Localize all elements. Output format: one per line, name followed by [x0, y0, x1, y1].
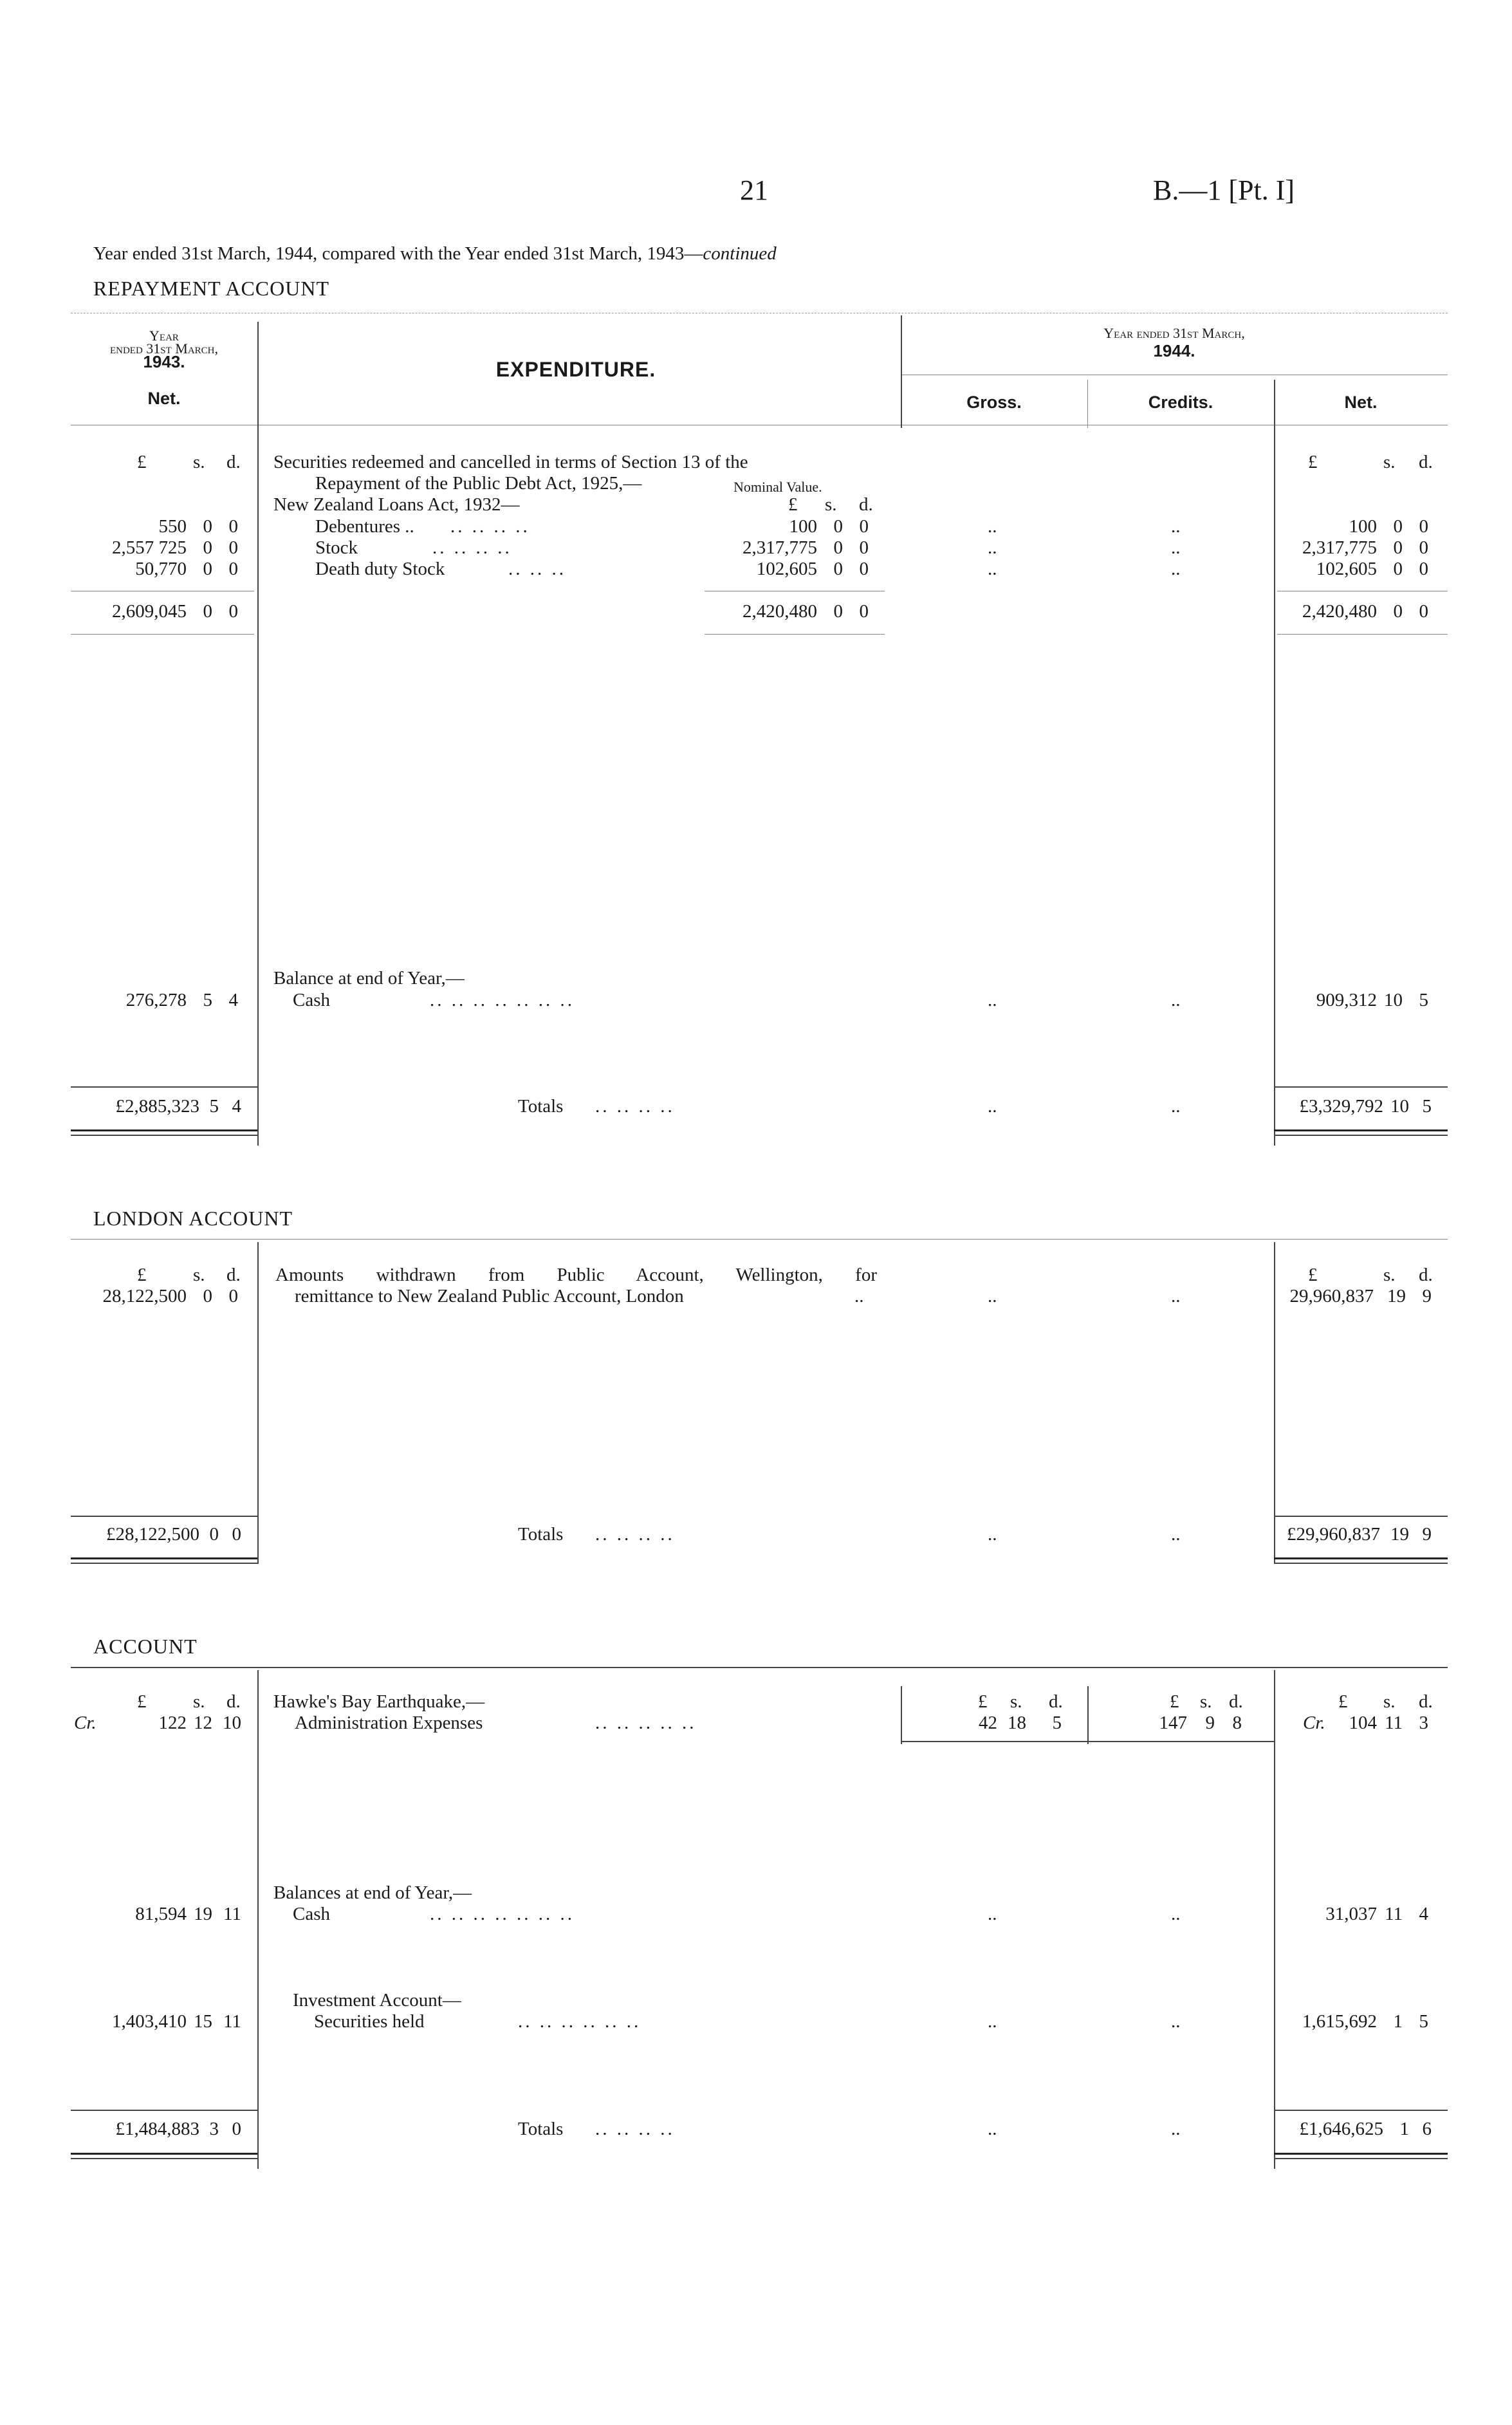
prev-pence: 4 — [228, 990, 238, 1010]
balance-label: Balance at end of Year,— — [273, 968, 465, 989]
column-rule — [901, 315, 902, 428]
nominal-shillings: 0 — [833, 601, 843, 622]
credits-value: .. — [1171, 2011, 1181, 2032]
unit-pounds: £ — [1338, 1691, 1348, 1712]
year-1943-header-line1: Year — [149, 328, 179, 344]
unit-pounds: £ — [1308, 1265, 1318, 1285]
prev-pounds: 50,770 — [135, 559, 187, 579]
section-top-rule — [71, 1667, 1448, 1668]
year-1943-header-line3: 1943. — [143, 352, 185, 371]
unit-shillings: s. — [193, 1691, 205, 1712]
unit-shillings: s. — [1383, 1265, 1396, 1285]
net-pence: 3 — [1419, 1713, 1428, 1733]
page-number: 21 — [740, 174, 768, 206]
net-pence: 4 — [1419, 1904, 1428, 1924]
administration-expenses-label: Administration Expenses — [295, 1713, 483, 1733]
gross-value: .. — [988, 2011, 997, 2032]
net-pounds: £29,960,837 — [1287, 1524, 1380, 1545]
hawkes-bay-label: Hawke's Bay Earthquake,— — [273, 1691, 485, 1712]
nominal-pounds: 102,605 — [756, 559, 817, 579]
net-pence: 6 — [1422, 2119, 1432, 2139]
net-shillings: 10 — [1390, 1096, 1409, 1117]
subtotal-rule — [901, 1741, 1274, 1742]
gross-shillings: 18 — [1008, 1713, 1026, 1733]
credits-value: .. — [1171, 537, 1181, 558]
credits-header: Credits. — [1148, 393, 1213, 412]
cash-label: Cash — [293, 1904, 330, 1924]
securities-description-line1: Securities redeemed and cancelled in terms of Section 13 of the — [273, 452, 748, 472]
london-description-leader: .. — [854, 1286, 864, 1306]
net-shillings: 1 — [1399, 2119, 1409, 2139]
credits-value: .. — [1171, 559, 1181, 579]
credits-value: .. — [1171, 990, 1181, 1010]
nominal-shillings: 0 — [833, 559, 843, 579]
net-pounds: 909,312 — [1316, 990, 1377, 1010]
prev-pounds: 276,278 — [125, 990, 187, 1010]
unit-pence: d. — [1419, 1265, 1433, 1285]
unit-shillings: s. — [1010, 1691, 1022, 1712]
cash-label: Cash — [293, 990, 330, 1010]
net-pence: 9 — [1422, 1286, 1432, 1306]
prev-pence: 4 — [232, 1096, 241, 1117]
net-pounds: 2,420,480 — [1302, 601, 1377, 622]
totals-leader: .. .. .. .. — [595, 1096, 675, 1117]
prev-pence: 11 — [223, 1904, 241, 1924]
investment-account-label: Investment Account— — [293, 1990, 461, 2011]
net-shillings: 10 — [1384, 990, 1403, 1010]
prev-shillings: 0 — [203, 601, 212, 622]
prev-credit-prefix: Cr. — [74, 1713, 97, 1733]
unit-pence: d. — [1049, 1691, 1063, 1712]
net-pounds: 1,615,692 — [1302, 2011, 1377, 2032]
prev-pence: 0 — [228, 559, 238, 579]
gross-pounds: 42 — [979, 1713, 997, 1733]
column-rule — [901, 1686, 902, 1744]
totals-leader: .. .. .. .. — [595, 2119, 675, 2139]
credits-value: .. — [1171, 2119, 1181, 2139]
subtotal-rule — [1277, 634, 1448, 635]
unit-pence: d. — [1229, 1691, 1243, 1712]
subtotal-rule — [71, 634, 254, 635]
totals-double-rule — [1274, 2153, 1448, 2159]
gross-value: .. — [988, 1096, 997, 1117]
prev-pence: 11 — [223, 2011, 241, 2032]
prev-pounds: 122 — [158, 1713, 187, 1733]
net-1943-header: Net. — [147, 389, 181, 408]
net-pounds: 104 — [1349, 1713, 1377, 1733]
nominal-pounds: 100 — [789, 516, 817, 537]
row-leader: .. .. .. .. — [450, 516, 530, 537]
prev-shillings: 5 — [209, 1096, 219, 1117]
unit-pounds: £ — [137, 1691, 147, 1712]
net-pence: 0 — [1419, 559, 1428, 579]
net-pounds: £3,329,792 — [1299, 1096, 1383, 1117]
net-shillings: 11 — [1385, 1713, 1403, 1733]
unit-pounds: £ — [137, 1265, 147, 1285]
london-account-title: LONDON ACCOUNT — [93, 1207, 293, 1230]
prev-pence: 0 — [232, 2119, 241, 2139]
account-title: ACCOUNT — [93, 1635, 198, 1658]
credits-value: .. — [1171, 1286, 1181, 1306]
unit-pence: d. — [226, 452, 241, 472]
nominal-unit-pounds: £ — [788, 494, 798, 515]
prev-pounds: £28,122,500 — [106, 1524, 199, 1545]
page-subtitle — [93, 243, 777, 265]
prev-shillings: 0 — [203, 1286, 212, 1306]
prev-pounds: 1,403,410 — [112, 2011, 187, 2032]
prev-pounds: 550 — [158, 516, 187, 537]
nominal-pence: 0 — [859, 537, 869, 558]
net-shillings: 1 — [1393, 2011, 1403, 2032]
unit-pounds: £ — [137, 452, 147, 472]
net-shillings: 0 — [1393, 516, 1403, 537]
prev-pence: 0 — [228, 1286, 238, 1306]
net-pounds: 31,037 — [1325, 1904, 1377, 1924]
nominal-pounds: 2,420,480 — [742, 601, 817, 622]
subtitle-main: Year ended 31st March, 1944, compared with the Year ended 31st March, 1943— — [93, 243, 703, 264]
prev-shillings: 0 — [209, 1524, 219, 1545]
unit-pence: d. — [1419, 452, 1433, 472]
gross-value: .. — [988, 537, 997, 558]
totals-leader: .. .. .. .. — [595, 1524, 675, 1545]
net-shillings: 0 — [1393, 537, 1403, 558]
expenditure-header: EXPENDITURE. — [495, 358, 656, 381]
net-pence: 0 — [1419, 537, 1428, 558]
prev-shillings: 19 — [194, 1904, 212, 1924]
unit-pence: d. — [226, 1691, 241, 1712]
gross-value: .. — [988, 1524, 997, 1545]
prev-pence: 0 — [228, 601, 238, 622]
london-description-line2: remittance to New Zealand Public Account, London — [295, 1286, 684, 1306]
net-pence: 5 — [1419, 990, 1428, 1010]
credits-value: .. — [1171, 516, 1181, 537]
gross-value: .. — [988, 1286, 997, 1306]
credits-pence: 8 — [1232, 1713, 1242, 1733]
column-rule — [257, 1670, 259, 2169]
credits-value: .. — [1171, 1904, 1181, 1924]
column-rule — [257, 322, 259, 1146]
unit-shillings: s. — [193, 452, 205, 472]
year-1944-header-year: 1944. — [1153, 341, 1195, 360]
credits-pounds: 147 — [1159, 1713, 1187, 1733]
prev-shillings: 3 — [209, 2119, 219, 2139]
securities-leader: .. .. .. .. .. .. — [518, 2011, 641, 2032]
net-pence: 0 — [1419, 601, 1428, 622]
prev-pence: 10 — [223, 1713, 241, 1733]
unit-shillings: s. — [1200, 1691, 1212, 1712]
unit-pence: d. — [226, 1265, 241, 1285]
nominal-unit-shillings: s. — [825, 494, 837, 515]
gross-value: .. — [988, 516, 997, 537]
prev-shillings: 12 — [194, 1713, 212, 1733]
net-shillings: 0 — [1393, 559, 1403, 579]
nominal-pounds: 2,317,775 — [742, 537, 817, 558]
prev-pounds: 2,609,045 — [112, 601, 187, 622]
totals-rule — [1274, 2110, 1448, 2111]
prev-pence: 0 — [228, 516, 238, 537]
totals-rule — [71, 2110, 257, 2111]
securities-description-line3: New Zealand Loans Act, 1932— — [273, 494, 520, 515]
gross-value: .. — [988, 2119, 997, 2139]
column-rule — [1087, 1686, 1089, 1744]
gross-pence: 5 — [1052, 1713, 1062, 1733]
unit-shillings: s. — [193, 1265, 205, 1285]
totals-double-rule — [71, 1129, 257, 1136]
nominal-value-header: Nominal Value. — [733, 479, 822, 495]
nominal-shillings: 0 — [833, 537, 843, 558]
unit-shillings: s. — [1383, 452, 1396, 472]
prev-shillings: 0 — [203, 516, 212, 537]
totals-rule — [71, 1086, 257, 1088]
prev-shillings: 0 — [203, 537, 212, 558]
unit-pounds: £ — [1170, 1691, 1179, 1712]
prev-pence: 0 — [232, 1524, 241, 1545]
prev-shillings: 15 — [194, 2011, 212, 2032]
net-pounds: 29,960,837 — [1289, 1286, 1374, 1306]
credits-value: .. — [1171, 1524, 1181, 1545]
net-pounds: 102,605 — [1316, 559, 1377, 579]
net-pence: 5 — [1419, 2011, 1428, 2032]
totals-double-rule — [71, 1557, 257, 1564]
prev-pounds: 28,122,500 — [102, 1286, 187, 1306]
net-pounds: 100 — [1349, 516, 1377, 537]
net-shillings: 19 — [1387, 1286, 1406, 1306]
cash-leader: .. .. .. .. .. .. .. — [430, 990, 575, 1010]
unit-pounds: £ — [1308, 452, 1318, 472]
year-1943-header — [71, 328, 257, 371]
subtitle-continued: continued — [703, 243, 777, 264]
net-pence: 9 — [1422, 1524, 1432, 1545]
cash-leader: .. .. .. .. .. .. .. — [430, 1904, 575, 1924]
unit-pounds: £ — [978, 1691, 988, 1712]
net-shillings: 19 — [1390, 1524, 1409, 1545]
credits-value: .. — [1171, 1096, 1181, 1117]
prev-pounds: £1,484,883 — [115, 2119, 199, 2139]
net-pounds: £1,646,625 — [1299, 2119, 1383, 2139]
nominal-shillings: 0 — [833, 516, 843, 537]
securities-held-label: Securities held — [314, 2011, 425, 2032]
row-label: Debentures .. — [315, 516, 414, 537]
gross-value: .. — [988, 990, 997, 1010]
gross-value: .. — [988, 1904, 997, 1924]
prev-pence: 0 — [228, 537, 238, 558]
row-leader: .. .. .. — [508, 559, 566, 579]
year-1944-header: Year ended 31st March, — [1103, 325, 1245, 341]
london-description-line1: Amounts withdrawn from Public Account, Wellington, for — [275, 1265, 877, 1285]
gross-value: .. — [988, 559, 997, 579]
nominal-pence: 0 — [859, 559, 869, 579]
unit-pence: d. — [1419, 1691, 1433, 1712]
net-pence: 0 — [1419, 516, 1428, 537]
row-label: Death duty Stock — [315, 559, 445, 579]
totals-label: Totals — [518, 1524, 564, 1545]
column-rule — [1087, 380, 1088, 428]
totals-label: Totals — [518, 2119, 564, 2139]
totals-rule — [71, 1516, 257, 1517]
prev-pounds: £2,885,323 — [115, 1096, 199, 1117]
prev-pounds: 2,557 725 — [112, 537, 187, 558]
totals-double-rule — [1274, 1557, 1448, 1564]
net-shillings: 0 — [1393, 601, 1403, 622]
net-pounds: 2,317,775 — [1302, 537, 1377, 558]
administration-leader: .. .. .. .. .. — [595, 1713, 697, 1733]
subtotal-rule — [705, 634, 885, 635]
unit-shillings: s. — [1383, 1691, 1396, 1712]
credits-shillings: 9 — [1205, 1713, 1215, 1733]
net-pence: 5 — [1422, 1096, 1432, 1117]
section-top-rule — [71, 1239, 1448, 1240]
net-credit-prefix: Cr. — [1303, 1713, 1325, 1733]
nominal-pence: 0 — [859, 601, 869, 622]
row-leader: .. .. .. .. — [432, 537, 512, 558]
net-shillings: 11 — [1385, 1904, 1403, 1924]
totals-double-rule — [1274, 1129, 1448, 1136]
prev-shillings: 0 — [203, 559, 212, 579]
net-1944-header: Net. — [1344, 393, 1378, 412]
column-rule — [1274, 380, 1275, 1146]
prev-pounds: 81,594 — [135, 1904, 187, 1924]
totals-rule — [1274, 1516, 1448, 1517]
totals-rule — [1274, 1086, 1448, 1088]
securities-description-line2: Repayment of the Public Debt Act, 1925,— — [315, 473, 642, 494]
balances-label: Balances at end of Year,— — [273, 1882, 472, 1903]
nominal-unit-pence: d. — [859, 494, 873, 515]
gross-header: Gross. — [966, 393, 1022, 412]
prev-shillings: 5 — [203, 990, 212, 1010]
totals-label: Totals — [518, 1096, 564, 1117]
totals-double-rule — [71, 2153, 257, 2159]
year-1943-header-line2: ended 31st March, — [109, 340, 219, 357]
nominal-pence: 0 — [859, 516, 869, 537]
column-rule — [257, 1242, 259, 1564]
document-reference: B.—1 [Pt. I] — [1153, 174, 1295, 206]
row-label: Stock — [315, 537, 358, 558]
repayment-account-title: REPAYMENT ACCOUNT — [93, 277, 330, 300]
